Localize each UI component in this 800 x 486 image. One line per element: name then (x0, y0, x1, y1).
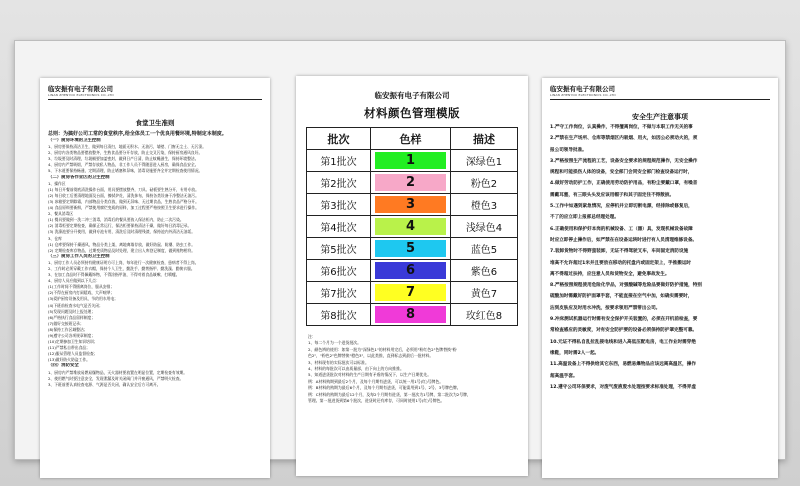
swatch-cell (371, 216, 451, 238)
batch-cell: 第5批次 (307, 238, 371, 260)
text-line: (4)下班前检查水电气是否关闭； (48, 302, 103, 308)
rule-line: 3.严格按照生产流程的工艺，设备安全要求的规程规范操作，无安全操作 (550, 158, 698, 164)
rule-line: 报公司领导批准。 (550, 147, 587, 153)
description-cell: 玫红色8 (451, 304, 518, 326)
company-name: 临安振有电子有限公司 (550, 85, 615, 93)
color-swatch: 8 (375, 306, 446, 323)
text-line: 1、厨房要保持清洁卫生，做到每日清扫，地面无积水、无油污，墙壁、门窗无尘土、无污渍。 (48, 144, 207, 150)
table-row (307, 238, 518, 260)
swatch-cell (371, 172, 451, 194)
text-line: 3、仓库 (48, 235, 62, 241)
section-heading: （四）消防安全 (48, 363, 79, 369)
color-swatch: 5 (375, 240, 446, 257)
company-name: 临安振有电子有限公司 (374, 91, 450, 100)
color-swatch: 1 (375, 152, 446, 169)
header-description: 描述 (451, 128, 518, 150)
text-line: 2、餐具消毒区 (48, 211, 74, 217)
description-cell: 浅绿色4 (451, 216, 518, 238)
rule-line: 7.装卸货物时不得野蛮装卸，无证不得驾驶叉车，车间固定消防设施 (550, 249, 689, 255)
batch-cell: 第6批次 (307, 260, 371, 282)
color-table (306, 127, 518, 326)
text-line: (1) 餐具要做到一洗二冲三消毒，消毒后的餐具要放入保洁柜内，防止二次污染。 (48, 217, 184, 223)
rule-line: 时应立即停止操作后，如严禁在在设备运转时进行有人员清理维修设备。 (550, 237, 698, 243)
table-row (307, 260, 518, 282)
note-line: 2、颜色辨的使用：如第一批为"深绿色1"的材料用完后，必须用"粉红色2"色牌替换"粉 (308, 346, 457, 352)
note-line: 色2"，"粉色2"色牌替换"橙色3"，以此类推，直到标志到最后一批材料。 (308, 353, 434, 359)
note-line: 例：A材料购期到最后2个月，及每个月期有进货，可以统一用1号(红)号牌色。 (308, 378, 444, 384)
text-line: (1) 仓库要保持干燥通风，物品分类上架，离地离墙存放，做好防鼠、防潮、防虫工作。 (48, 241, 196, 247)
sheet-title: 食堂卫生准则 (135, 119, 175, 127)
text-line: (3)爱护厨房设备及用具，节约用水用电； (48, 296, 118, 302)
rule-line: 常检查感应的灵敏度，对有安全防护要的设备必须保持防护罩完整可靠。 (550, 328, 698, 334)
swatch-cell (371, 194, 451, 216)
text-line: 3、垃圾要及时清理，垃圾桶要加盖密封，做到日产日清，防止蚊蝇滋生，保持环境整洁。 (48, 156, 199, 162)
note-line: 注： (308, 334, 316, 339)
text-line: (2) 定期检查库存物品，过期变质物品及时处理，建立出入库登记制度，做到账物相符。 (48, 247, 196, 253)
header-rule (550, 99, 770, 100)
table-row (307, 150, 518, 172)
swatch-cell (371, 260, 451, 282)
text-line: (4) 食品原料要新鲜，严禁使用腐烂变质的原料，加工过程要严格按照卫生要求进行操作。 (48, 205, 199, 211)
sheet-intro: 总则：为搞好公司工常的食堂秩序,给全体员工一个优良用餐环境,特制定本制度。 (48, 131, 227, 137)
text-line: 2、厨房内各类物品要摆放整齐，生熟食品要分开存放，防止交叉污染，保持厨房通风良好。 (48, 150, 203, 156)
text-line: (2) 消毒柜要定期检查，确保正常运行，保洁柜要保持清洁干燥，做好每日消毒记录。 (48, 223, 192, 229)
section-heading: （三）厨房工作人员的卫生控制 (48, 253, 110, 259)
swatch-cell (371, 150, 451, 172)
note-line: 3、材料现有的实际批次可以标准。 (308, 359, 369, 365)
description-cell: 深绿色1 (451, 150, 518, 172)
text-line: (2) 每日收工后要清理地面及台面，擦拭炉灶，清洗抹布，保持各类设备干净整洁无油污。 (48, 192, 199, 198)
header-rule (48, 99, 262, 100)
table-row (307, 304, 518, 326)
text-line: 1、厨房工作人员必须持有健康证明方可上岗，每年进行一次健康检查，患病者不得上岗。 (48, 259, 199, 265)
section-heading: （一）厨房环境的卫生控制 (48, 138, 101, 143)
rule-line: 沾到皮肤应及时用水冲洗，按要求领用严禁带出公司。 (550, 305, 661, 311)
description-cell: 紫色6 (451, 260, 518, 282)
notes-section (296, 326, 528, 404)
text-line: (10)定期参加卫生知识培训； (48, 339, 98, 345)
color-swatch: 7 (375, 284, 446, 301)
batch-cell: 第8批次 (307, 304, 371, 326)
text-line: (1) 每日开餐前彻底清洗操作台面，用具要摆放整齐，刀具、砧板要生熟分开，专用专放。 (48, 186, 199, 192)
text-line: (12)服从管理人员监督检查； (48, 351, 98, 357)
table-row (307, 172, 518, 194)
rule-line: 11.高温设备上不得供给其它东西，易燃易爆物品应该远离高温区，操作 (550, 362, 696, 368)
material-color-sheet (296, 76, 528, 476)
sheet-title: 材料颜色管理模版 (364, 106, 460, 120)
text-line: (11)严禁私自带出食品； (48, 345, 90, 351)
note-line: 5、知道进货批次对材料的生产日期有矛盾的情况下，以生产日期优先。 (308, 372, 432, 378)
batch-cell: 第4批次 (307, 216, 371, 238)
rule-line: 6.正确使用和保护好本岗的机械设备、工（器）具，发现机械设备故障 (550, 226, 693, 232)
rule-line: 超高温手套。 (550, 373, 578, 379)
rule-line: 1.严守工作岗位，认真操作，不得擅离岗位，不做与本职工作无关的事 (550, 125, 693, 130)
table-row (307, 282, 518, 304)
rule-line: 离不得超过扶持，应注意人员和货物安全，避免事故发生。 (550, 271, 670, 277)
header-swatch: 色样 (371, 128, 451, 150)
company-name-en: LINAN ZHENYOU ELECTRONICS CO.,LTD (550, 93, 616, 97)
text-line: 2、工作时必须穿戴工作衣帽，保持个人卫生，勤洗手、勤剪指甲、勤洗澡、勤换衣服。 (48, 265, 195, 271)
section-heading: （二）厨房各作业区的卫生控制 (48, 174, 110, 180)
company-name-en: LINAN ZHENYOU ELECTRONICS CO.,LTD (48, 93, 114, 97)
color-swatch: 4 (375, 218, 446, 235)
swatch-cell (371, 282, 451, 304)
text-line: 5、下水道要保持畅通，定期清理，防止堵塞和异味，消毒设施要齐全并定期检查使用情况。 (48, 168, 203, 174)
text-line: (6)严格执行食品留样制度； (48, 314, 96, 320)
rule-line: 不了的应立即上报部总经理处理。 (550, 215, 619, 221)
batch-cell: 第7批次 (307, 282, 371, 304)
company-name: 临安振有电子有限公司 (48, 85, 113, 93)
color-swatch: 2 (375, 174, 446, 191)
rule-line: 需戴耳塞，有三眼头头发应该用帽子和其子固定住不得散披。 (550, 192, 675, 198)
rule-line: 缘鞋，同时需2人一起。 (550, 350, 600, 356)
note-line: 管理。第一批进货到第6个批次，进货时还有库存，可同时使用1号(红)号牌色。 (308, 398, 445, 404)
rule-line: 12.遵守公司环保要求，对废气废液废水处理按要求标准处理，不得弄虚 (550, 384, 696, 390)
description-cell: 橙色3 (451, 194, 518, 216)
rule-line: 10.元证不得私自乱拉乱接电线和进入高低压配电房，电工作业时需穿绝 (550, 339, 696, 345)
safety-sheet (542, 78, 778, 478)
swatch-cell (371, 238, 451, 260)
rule-line: 堆高不允许超过1米并且要放在移动的托盘内或固定架上，手推搬运时 (550, 260, 692, 266)
table-row (307, 194, 518, 216)
batch-cell: 第1批次 (307, 150, 371, 172)
rule-line: 2.严禁在生产场所、仓库等禁烟区内吸烟、用火，如因公必须动火的，须 (550, 136, 698, 142)
text-line: (3) 冰箱要定期除霜，内部物品分类存放，做到无异味、无过期食品，生熟食品严格分开。 (48, 198, 199, 204)
sheet-body (40, 138, 270, 388)
text-line: 4、厨房内严禁吸烟，严禁存放私人物品，非工作人员不得随意进入厨房，确保食品安全。 (48, 162, 199, 168)
note-line: 1、每二个月为一个进货批次。 (308, 340, 362, 346)
text-line: (5)发现问题及时上报处理； (48, 308, 96, 314)
text-line: 1、操作区 (48, 180, 66, 186)
text-line: (7)做好交接班记录； (48, 320, 84, 326)
text-line: (1)工作时间不得擅离岗位，服从安排； (48, 284, 115, 290)
rule-line: 硫酸加时需戴好防护面罩手套，不能直接在空气中加，如确实需要时， (550, 294, 693, 300)
text-line: (9)遵守公司各项规章制度； (48, 333, 96, 338)
text-line: 3、在加工食品时不得佩戴饰物，不得涂指甲油，不得对着食品咳嗽、打喷嚏。 (48, 272, 180, 278)
text-line: (8)保持工作区域整洁； (48, 326, 88, 332)
text-line: 3、下班前要认真检查电源、气源是否关闭，确认安全后方可离开。 (48, 381, 161, 387)
rule-line: 5.工作中如遇到紧急情况，应停机并立即切断电源，经排除或修复后， (550, 204, 693, 210)
batch-cell: 第2批次 (307, 172, 371, 194)
description-cell: 粉色2 (451, 172, 518, 194)
batch-cell: 第3批次 (307, 194, 371, 216)
table-header-row (307, 128, 518, 150)
text-line: (3) 洗涤池要分开使用，做到专池专用，清洗后及时清理残渣，保持池内外清洁无油垢。 (48, 229, 196, 235)
description-cell: 黄色7 (451, 282, 518, 304)
text-line: 4、厨房人员应做到以下几点： (48, 278, 100, 284)
description-cell: 蓝色5 (451, 238, 518, 260)
text-line: (13)做好防火防盗工作。 (48, 357, 90, 363)
note-line: 例：B材料的购期为最后6个月，及每个月期有进货，可能需用到1号、2号、3号牌色牌。 (308, 385, 461, 391)
text-line: 1、厨房内严禁堆放易燃易爆物品，灭火器材要放置在明显位置，定期检查有效期。 (48, 369, 188, 375)
rule-line: 8.严格按照规程使用危险化学品，对强酸碱等危险品要做好防护措施，特别 (550, 283, 702, 289)
table-row (307, 216, 518, 238)
sheet-body (542, 122, 778, 393)
note-line: 4、材料的每批次可以由质量部，由下向上的方向推推。 (308, 366, 404, 372)
rule-line: 9.冲床测试机器运行时需有安全保护开关装置的，必须在开机前检查，要 (550, 317, 698, 323)
note-line: 例：C材料的购期为最后12个月，及每2个月期有进货，第一批次为1号牌，第二批次为2号牌， (308, 391, 471, 397)
sheet-title: 安全生产注意事项 (632, 113, 688, 121)
rule-line: 4.做好劳动防护工作，正确使用劳动防护用品，有粉尘要戴口罩，有噪音 (550, 181, 698, 187)
swatch-cell (371, 304, 451, 326)
rule-line: 规程和可能损伤人体的设备，安全部门会同安全部门检查设备运行时， (550, 170, 693, 176)
text-line: (2)不得在厨房内打闹嬉戏，大声喧哗； (48, 290, 115, 296)
text-line: 2、使用燃气时要注意安全，发现泄漏及时关闭阀门并开窗通风，严禁明火检查。 (48, 375, 184, 381)
color-swatch: 6 (375, 262, 446, 279)
canteen-hygiene-sheet (40, 78, 270, 478)
color-swatch: 3 (375, 196, 446, 213)
header-batch: 批次 (307, 128, 371, 150)
